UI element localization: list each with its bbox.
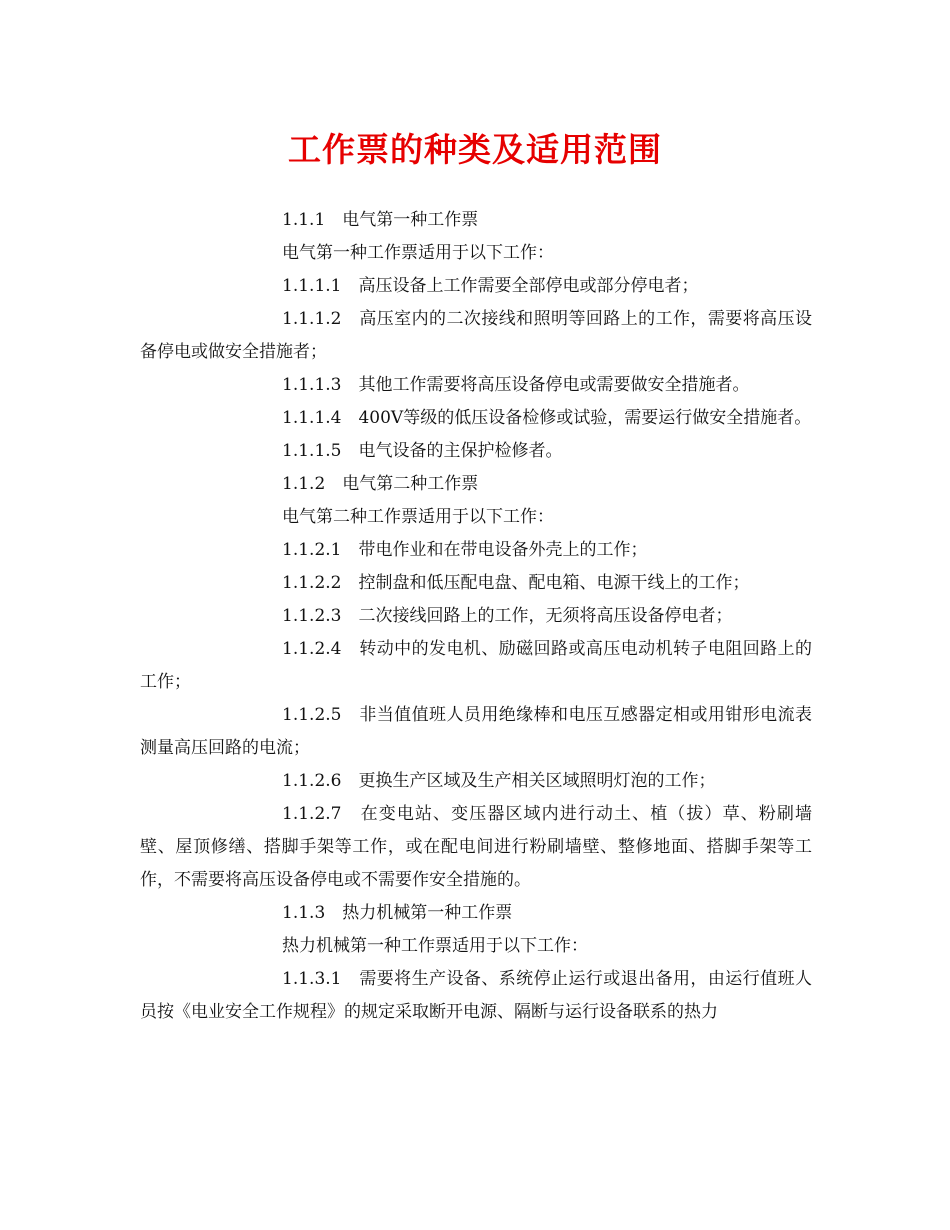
paragraph: 热力机械第一种工作票适用于以下工作：: [282, 936, 588, 956]
paragraph: 1.1.3 热力机械第一种工作票: [282, 903, 513, 923]
paragraph: 1.1.2.3 二次接线回路上的工作，无须将高压设备停电者；: [282, 606, 733, 626]
paragraph: 1.1.1.4 400V等级的低压设备检修或试验，需要运行做安全措施者。: [282, 408, 812, 428]
paragraph: 1.1.2.4 转动中的发电机、励磁回路或高压电动机转子电阻回路上的工作；: [140, 639, 812, 692]
paragraph: 1.1.1 电气第一种工作票: [282, 210, 479, 230]
paragraph: 1.1.2.5 非当值值班人员用绝缘棒和电压互感器定相或用钳形电流表测量高压回路的电流；: [140, 705, 812, 758]
paragraph: 1.1.1.5 电气设备的主保护检修者。: [282, 441, 563, 461]
paragraph: 1.1.2.6 更换生产区域及生产相关区域照明灯泡的工作；: [282, 771, 716, 791]
document-title: 工作票的种类及适用范围: [288, 130, 662, 169]
paragraph: 电气第二种工作票适用于以下工作：: [282, 507, 554, 527]
document-body: [140, 204, 812, 1029]
paragraph: 1.1.2.7 在变电站、变压器区域内进行动土、植（拔）草、粉刷墙壁、屋顶修缮、搭脚手架等工作，或在配电间进行粉刷墙壁、整修地面、搭脚手架等工作，不需要将高压设备停电或不需要作安全措施的。: [140, 804, 812, 890]
paragraph: 1.1.2.1 带电作业和在带电设备外壳上的工作；: [282, 540, 648, 560]
paragraph: 1.1.1.2 高压室内的二次接线和照明等回路上的工作，需要将高压设备停电或做安全措施者；: [140, 309, 812, 362]
paragraph: 1.1.1.1 高压设备上工作需要全部停电或部分停电者；: [282, 276, 699, 296]
paragraph: 电气第一种工作票适用于以下工作：: [282, 243, 554, 263]
paragraph: 1.1.2.2 控制盘和低压配电盘、配电箱、电源干线上的工作；: [282, 573, 750, 593]
paragraph: 1.1.1.3 其他工作需要将高压设备停电或需要做安全措施者。: [282, 375, 750, 395]
paragraph: 1.1.3.1 需要将生产设备、系统停止运行或退出备用，由运行值班人员按《电业安全工作规程》的规定采取断开电源、隔断与运行设备联系的热力: [140, 969, 812, 1022]
paragraph: 1.1.2 电气第二种工作票: [282, 474, 479, 494]
